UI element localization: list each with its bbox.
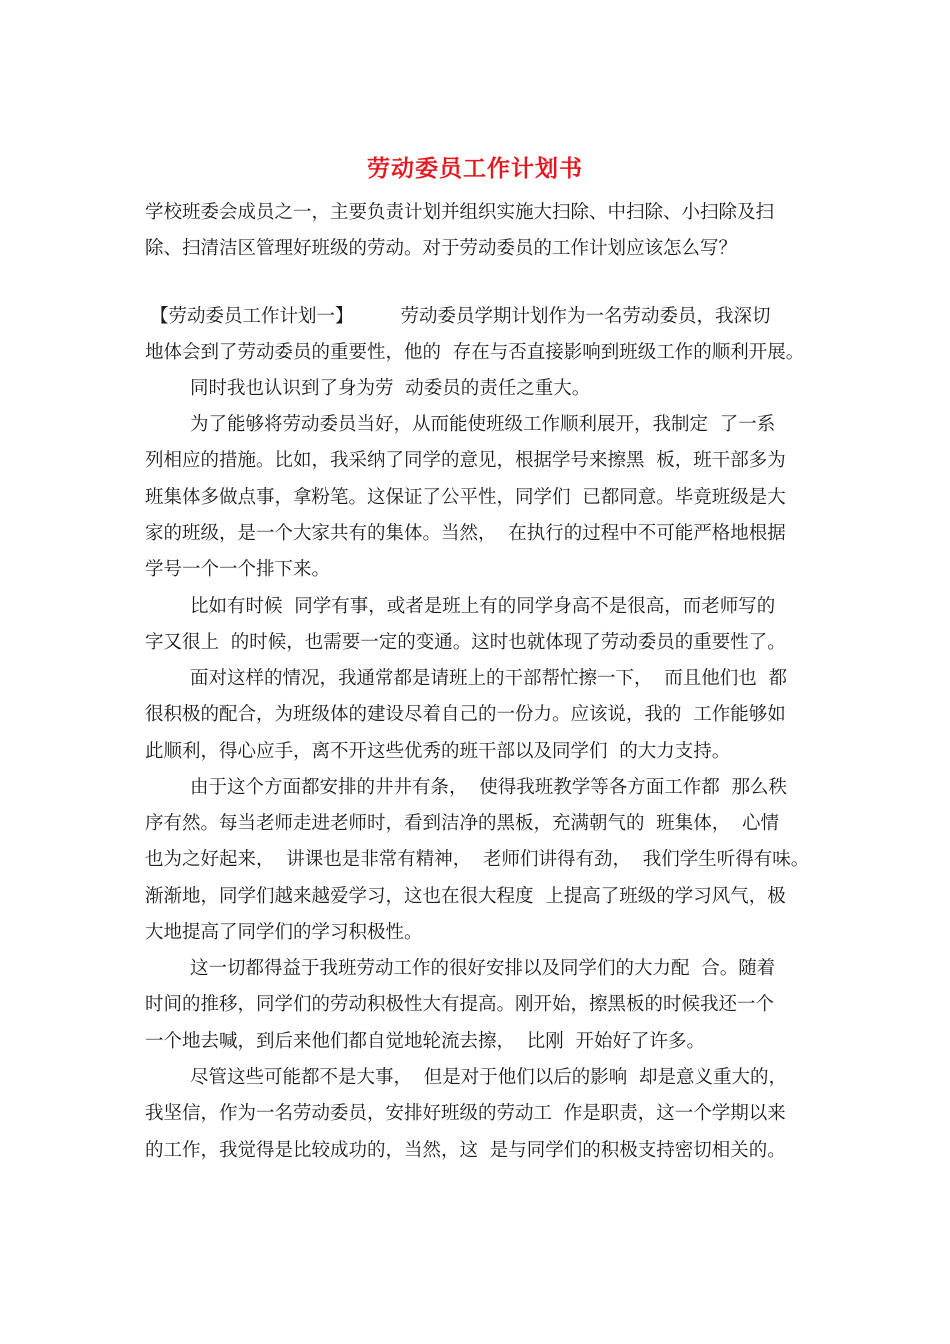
body-line: 班集体多做点事，拿粉笔。这保证了公平性，同学们 已都同意。毕竟班级是大 <box>145 487 786 508</box>
body-line: 序有然。每当老师走进老师时，看到洁净的黑板，充满朝气的 班集体， 心情 <box>145 813 780 834</box>
body-line: 比如有时候 同学有事，或者是班上有的同学身高不是很高，而老师写的 <box>190 596 776 617</box>
body-line: 我坚信，作为一名劳动委员，安排好班级的劳动工 作是职责，这一个学期以来 <box>145 1103 786 1124</box>
section-heading-line: 【劳动委员工作计划一】 劳动委员学期计划作为一名劳动委员，我深切 <box>150 306 771 327</box>
document-title: 劳动委员工作计划书 <box>367 155 583 182</box>
body-line: 此顺利，得心应手，离不开这些优秀的班干部以及同学们 的大力支持。 <box>145 741 731 762</box>
body-line: 一个地去喊，到后来他们都自觉地轮流去擦， 比刚 开始好了许多。 <box>145 1031 706 1052</box>
body-line: 渐渐地，同学们越来越爱学习，这也在很大程度 上提高了班级的学习风气，极 <box>145 886 786 907</box>
intro-line: 除、扫清洁区管理好班级的劳动。对于劳动委员的工作计划应该怎么写？ <box>145 238 738 259</box>
body-line: 也为之好起来， 讲课也是非常有精神， 老师们讲得有劲， 我们学生听得有味。 <box>145 849 810 870</box>
body-line: 列相应的措施。比如，我采纳了同学的意见，根据学号来擦黑 板，班干部多为 <box>145 450 786 471</box>
body-line: 由于这个方面都安排的井井有条， 使得我班教学等各方面工作都 那么秩 <box>190 777 788 798</box>
body-line: 尽管这些可能都不是大事， 但是对于他们以后的影响 却是意义重大的， <box>190 1067 788 1088</box>
body-line: 面对这样的情况，我通常都是请班上的干部帮忙擦一下， 而且他们也 都 <box>190 668 788 689</box>
body-line: 家的班级，是一个大家共有的集体。当然， 在执行的过程中不可能严格地根据 <box>145 523 786 544</box>
body-line: 很积极的配合，为班级体的建设尽着自己的一份力。应该说，我的 工作能够如 <box>145 704 786 725</box>
intro-line: 学校班委会成员之一，主要负责计划并组织实施大扫除、中扫除、小扫除及扫 <box>145 202 775 223</box>
body-line: 时间的推移，同学们的劳动积极性大有提高。刚开始，擦黑板的时候我还一个 <box>145 994 775 1015</box>
body-line: 这一切都得益于我班劳动工作的很好安排以及同学们的大力配 合。随着 <box>190 958 776 979</box>
body-line: 同时我也认识到了身为劳 动委员的责任之重大。 <box>190 378 591 399</box>
body-line: 的工作，我觉得是比较成功的，当然，这 是与同学们的积极支持密切相关的。 <box>145 1140 786 1161</box>
body-line: 字又很上 的时候，也需要一定的变通。这时也就体现了劳动委员的重要性了。 <box>145 632 786 653</box>
body-line: 学号一个一个排下来。 <box>145 559 331 580</box>
body-line: 地体会到了劳动委员的重要性，他的 存在与否直接影响到班级工作的顺利开展。 <box>145 342 805 363</box>
body-line: 大地提高了同学们的学习积极性。 <box>145 922 423 943</box>
body-line: 为了能够将劳动委员当好，从而能使班级工作顺利展开，我制定 了一系 <box>190 414 776 435</box>
